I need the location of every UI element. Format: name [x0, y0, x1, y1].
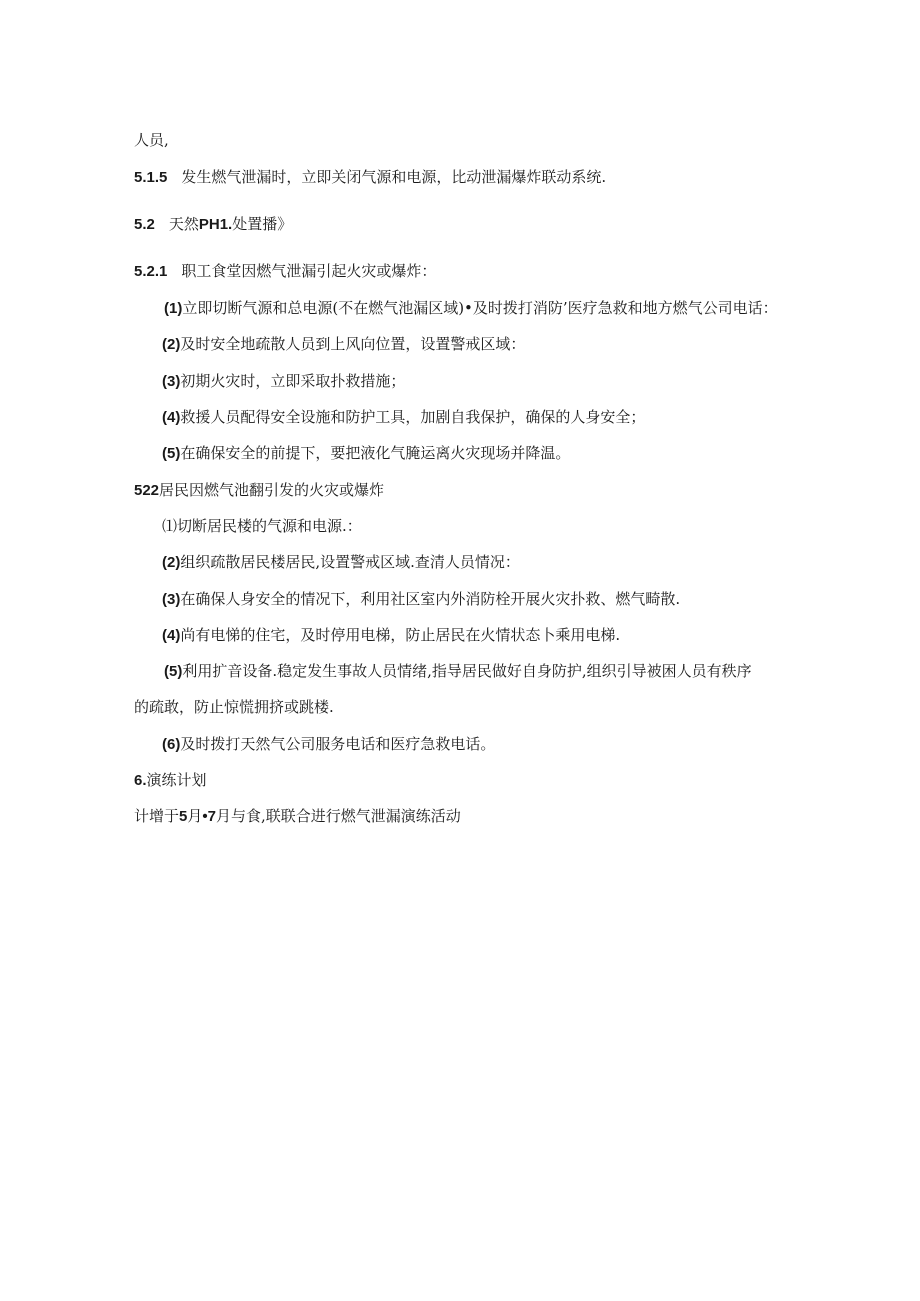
text-line — [134, 130, 169, 150]
item-number: (5) — [162, 445, 181, 462]
section-6-heading — [134, 770, 207, 791]
list-item — [162, 516, 362, 536]
item-number: (5) — [164, 663, 183, 680]
inline-bold-text: PH1. — [198, 216, 233, 233]
section-number: 5.1.5 — [134, 169, 168, 186]
section-number: 5.2.1 — [134, 263, 168, 280]
section-5-2-1-heading — [134, 261, 436, 282]
list-item — [162, 371, 405, 392]
list-item — [162, 334, 525, 355]
list-item-continuation — [134, 697, 334, 717]
inline-bold-text: •7 — [202, 808, 216, 825]
list-item — [162, 552, 520, 573]
list-item — [162, 407, 645, 428]
list-item — [162, 734, 495, 755]
line-text: ⑴切断居民楼的气源和电源.： — [162, 517, 362, 535]
list-item — [162, 625, 620, 646]
line-text: 月与食,联联合进行燃气泄漏演练活动 — [215, 807, 461, 825]
line-text: 及时安全地疏散人员到上风向位置，设置警戒区域： — [180, 335, 526, 353]
line-text: 发生燃气泄漏时，立即关闭气源和电源，比动泄漏爆炸联动系统. — [181, 168, 607, 186]
line-text: 立即切断气源和总电源(不在燃气池漏区域)•及时拨打消防’医疗急救和地方燃气公司电话： — [182, 299, 778, 317]
line-text: 利用扩音设备.稳定发生事故人员情绪,指导居民做好自身防护,组织引导被困人员有秩序 — [182, 662, 752, 680]
line-text: 初期火灾时，立即采取扑救措施； — [180, 372, 406, 390]
item-number: (3) — [162, 591, 181, 608]
line-text: 职工食堂因燃气泄漏引起火灾或爆炸： — [181, 262, 437, 280]
line-text: 月 — [187, 807, 203, 825]
inline-bold-text: 5 — [179, 808, 188, 825]
line-text: 救援人员配得安全设施和防护工具，加剧自我保护，确保的人身安全； — [180, 408, 646, 426]
section-5-2-heading — [134, 214, 292, 235]
list-item — [162, 443, 570, 464]
item-number: (6) — [162, 736, 181, 753]
line-text: 的疏敢，防止惊慌拥挤或跳楼. — [134, 698, 334, 716]
line-text: 在确保人身安全的情况下，利用社区室内外消防栓开展火灾扑救、燃气畸散. — [180, 590, 681, 608]
line-text: 居民因燃气池翻引发的火灾或爆炸 — [159, 481, 385, 499]
item-number: (4) — [162, 409, 181, 426]
line-text: 计增于 — [134, 807, 180, 825]
line-text: 尚有电悌的住宅，及时停用电梯，防止居民在火情状态卜乘用电梯. — [180, 626, 621, 644]
section-number: 522 — [134, 482, 160, 499]
line-text: 组织疏散居民楼居民,设置警戒区域.查清人员情况： — [180, 553, 520, 571]
line-text: 及时拨打天然气公司服务电话和医疗急救电话。 — [180, 735, 496, 753]
line-text: 天然 — [168, 215, 199, 233]
item-number: (2) — [162, 554, 181, 571]
list-item — [164, 661, 752, 682]
item-number: (4) — [162, 627, 181, 644]
section-5-2-2-heading — [134, 480, 384, 501]
item-number: (3) — [162, 373, 181, 390]
item-number: (1) — [164, 300, 183, 317]
text-line — [134, 806, 461, 827]
list-item — [164, 298, 778, 319]
section-number: 6. — [134, 772, 147, 789]
list-item — [162, 589, 680, 610]
line-text: 在确保安全的前提下，要把液化气腌运离火灾现场并降温。 — [180, 444, 571, 462]
line-text: 人员, — [134, 131, 169, 149]
section-number: 5.2 — [134, 216, 155, 233]
item-number: (2) — [162, 336, 181, 353]
section-5-1-5 — [134, 167, 606, 188]
line-text: 处置播》 — [232, 215, 293, 233]
line-text: 演练计划 — [146, 771, 207, 789]
